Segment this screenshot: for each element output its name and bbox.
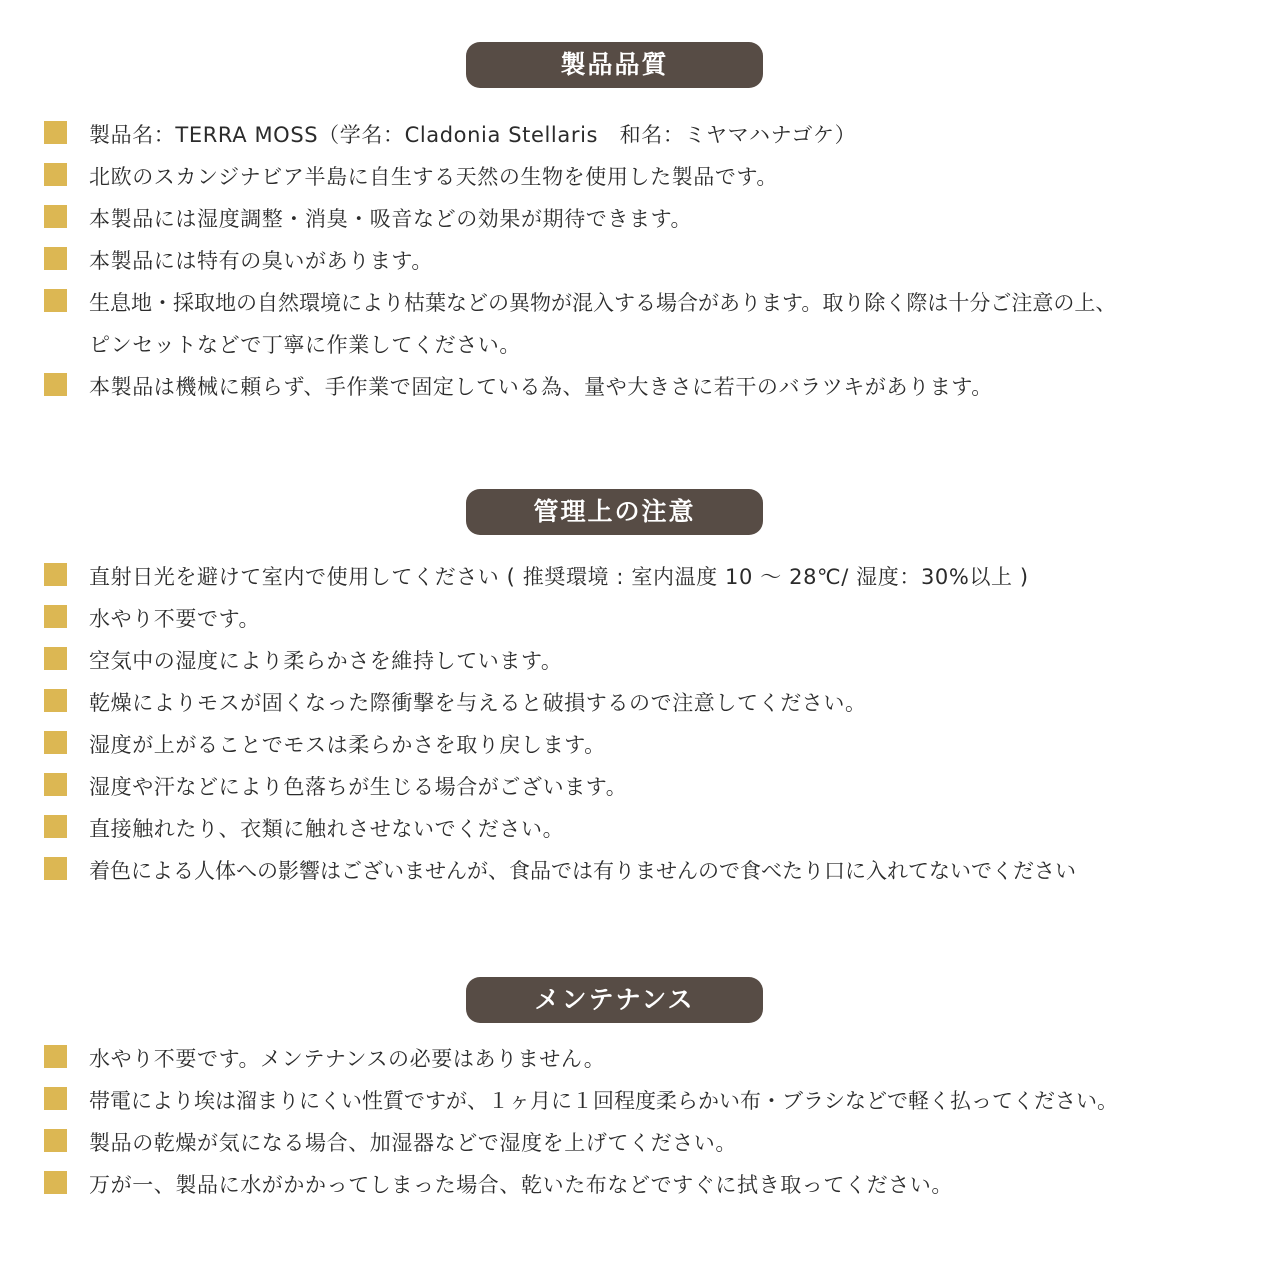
- square-bullet-icon: [44, 205, 67, 228]
- list-item-continuation: [44, 324, 1264, 366]
- list-item: [44, 282, 1264, 324]
- list-item-text: ピンセットなどで丁寧に作業してください。: [89, 333, 521, 357]
- list-item: [44, 766, 1264, 808]
- list-item-text: 直接触れたり、衣類に触れさせないでください。: [89, 817, 565, 841]
- list-item-text: 製品名：TERRA MOSS（学名：Cladonia Stellaris 和名：ミヤマハナゴケ）: [89, 123, 857, 147]
- list-item: [44, 556, 1264, 598]
- list-item-text: 着色による人体への影響はございませんが、食品では有りませんので食べたり口に入れてないでください: [89, 859, 1076, 883]
- square-bullet-icon: [44, 815, 67, 838]
- square-bullet-icon: [44, 289, 67, 312]
- square-bullet-icon: [44, 689, 67, 712]
- section-title: 管理上の注意: [466, 489, 763, 535]
- square-bullet-icon: [44, 773, 67, 796]
- list-item: [44, 198, 1264, 240]
- list-item-text: 北欧のスカンジナビア半島に自生する天然の生物を使用した製品です。: [89, 165, 778, 189]
- list-item-text: 本製品には特有の臭いがあります。: [89, 249, 433, 273]
- list-item-text: 空気中の湿度により柔らかさを維持しています。: [89, 649, 563, 673]
- list-item: [44, 156, 1264, 198]
- list-item-text: 湿度や汗などにより色落ちが生じる場合がございます。: [89, 775, 628, 799]
- square-bullet-icon: [44, 373, 67, 396]
- list-item: [44, 598, 1264, 640]
- list-item: [44, 724, 1264, 766]
- square-bullet-icon: [44, 163, 67, 186]
- list-item: [44, 682, 1264, 724]
- list-item-text: 本製品は機械に頼らず、手作業で固定している為、量や大きさに若干のバラツキがあります。: [89, 375, 993, 399]
- square-bullet-icon: [44, 1171, 67, 1194]
- list-item-text: 水やり不要です。: [89, 607, 261, 631]
- square-bullet-icon: [44, 121, 67, 144]
- list-item: [44, 1038, 1264, 1080]
- list-item-text: 本製品には湿度調整・消臭・吸音などの効果が期待できます。: [89, 207, 693, 231]
- list-item-text: 湿度が上がることでモスは柔らかさを取り戻します。: [89, 733, 606, 757]
- list-item: [44, 1122, 1264, 1164]
- list-item-text: 乾燥によりモスが固くなった際衝撃を与えると破損するので注意してください。: [89, 691, 867, 715]
- list-item: [44, 808, 1264, 850]
- list-item: [44, 240, 1264, 282]
- square-bullet-icon: [44, 731, 67, 754]
- square-bullet-icon: [44, 1129, 67, 1152]
- list-item: [44, 114, 1264, 156]
- list-item-text: 万が一、製品に水がかかってしまった場合、乾いた布などですぐに拭き取ってください。: [89, 1173, 953, 1197]
- section-title: 製品品質: [466, 42, 763, 88]
- list-item: [44, 640, 1264, 682]
- square-bullet-icon: [44, 605, 67, 628]
- list-item-text: 製品の乾燥が気になる場合、加湿器などで湿度を上げてください。: [89, 1131, 737, 1155]
- square-bullet-icon: [44, 857, 67, 880]
- section-title: メンテナンス: [466, 977, 763, 1023]
- square-bullet-icon: [44, 563, 67, 586]
- list-item-text: 直射日光を避けて室内で使用してください ( 推奨環境 : 室内温度 10 ～ 28℃/ 湿度：30%以上 ): [89, 565, 1029, 589]
- square-bullet-icon: [44, 1087, 67, 1110]
- square-bullet-icon: [44, 1045, 67, 1068]
- list-item: [44, 366, 1264, 408]
- list-item: [44, 1164, 1264, 1206]
- list-item: [44, 850, 1264, 892]
- list-item-text: 生息地・採取地の自然環境により枯葉などの異物が混入する場合があります。取り除く際は十分ご注意の上、: [89, 291, 1117, 315]
- list-item-text: 水やり不要です。メンテナンスの必要はありません。: [89, 1047, 606, 1071]
- list-item: [44, 1080, 1264, 1122]
- square-bullet-icon: [44, 647, 67, 670]
- square-bullet-icon: [44, 247, 67, 270]
- list-item-text: 帯電により埃は溜まりにくい性質ですが、１ヶ月に１回程度柔らかい布・ブラシなどで軽く払ってください。: [89, 1089, 1118, 1113]
